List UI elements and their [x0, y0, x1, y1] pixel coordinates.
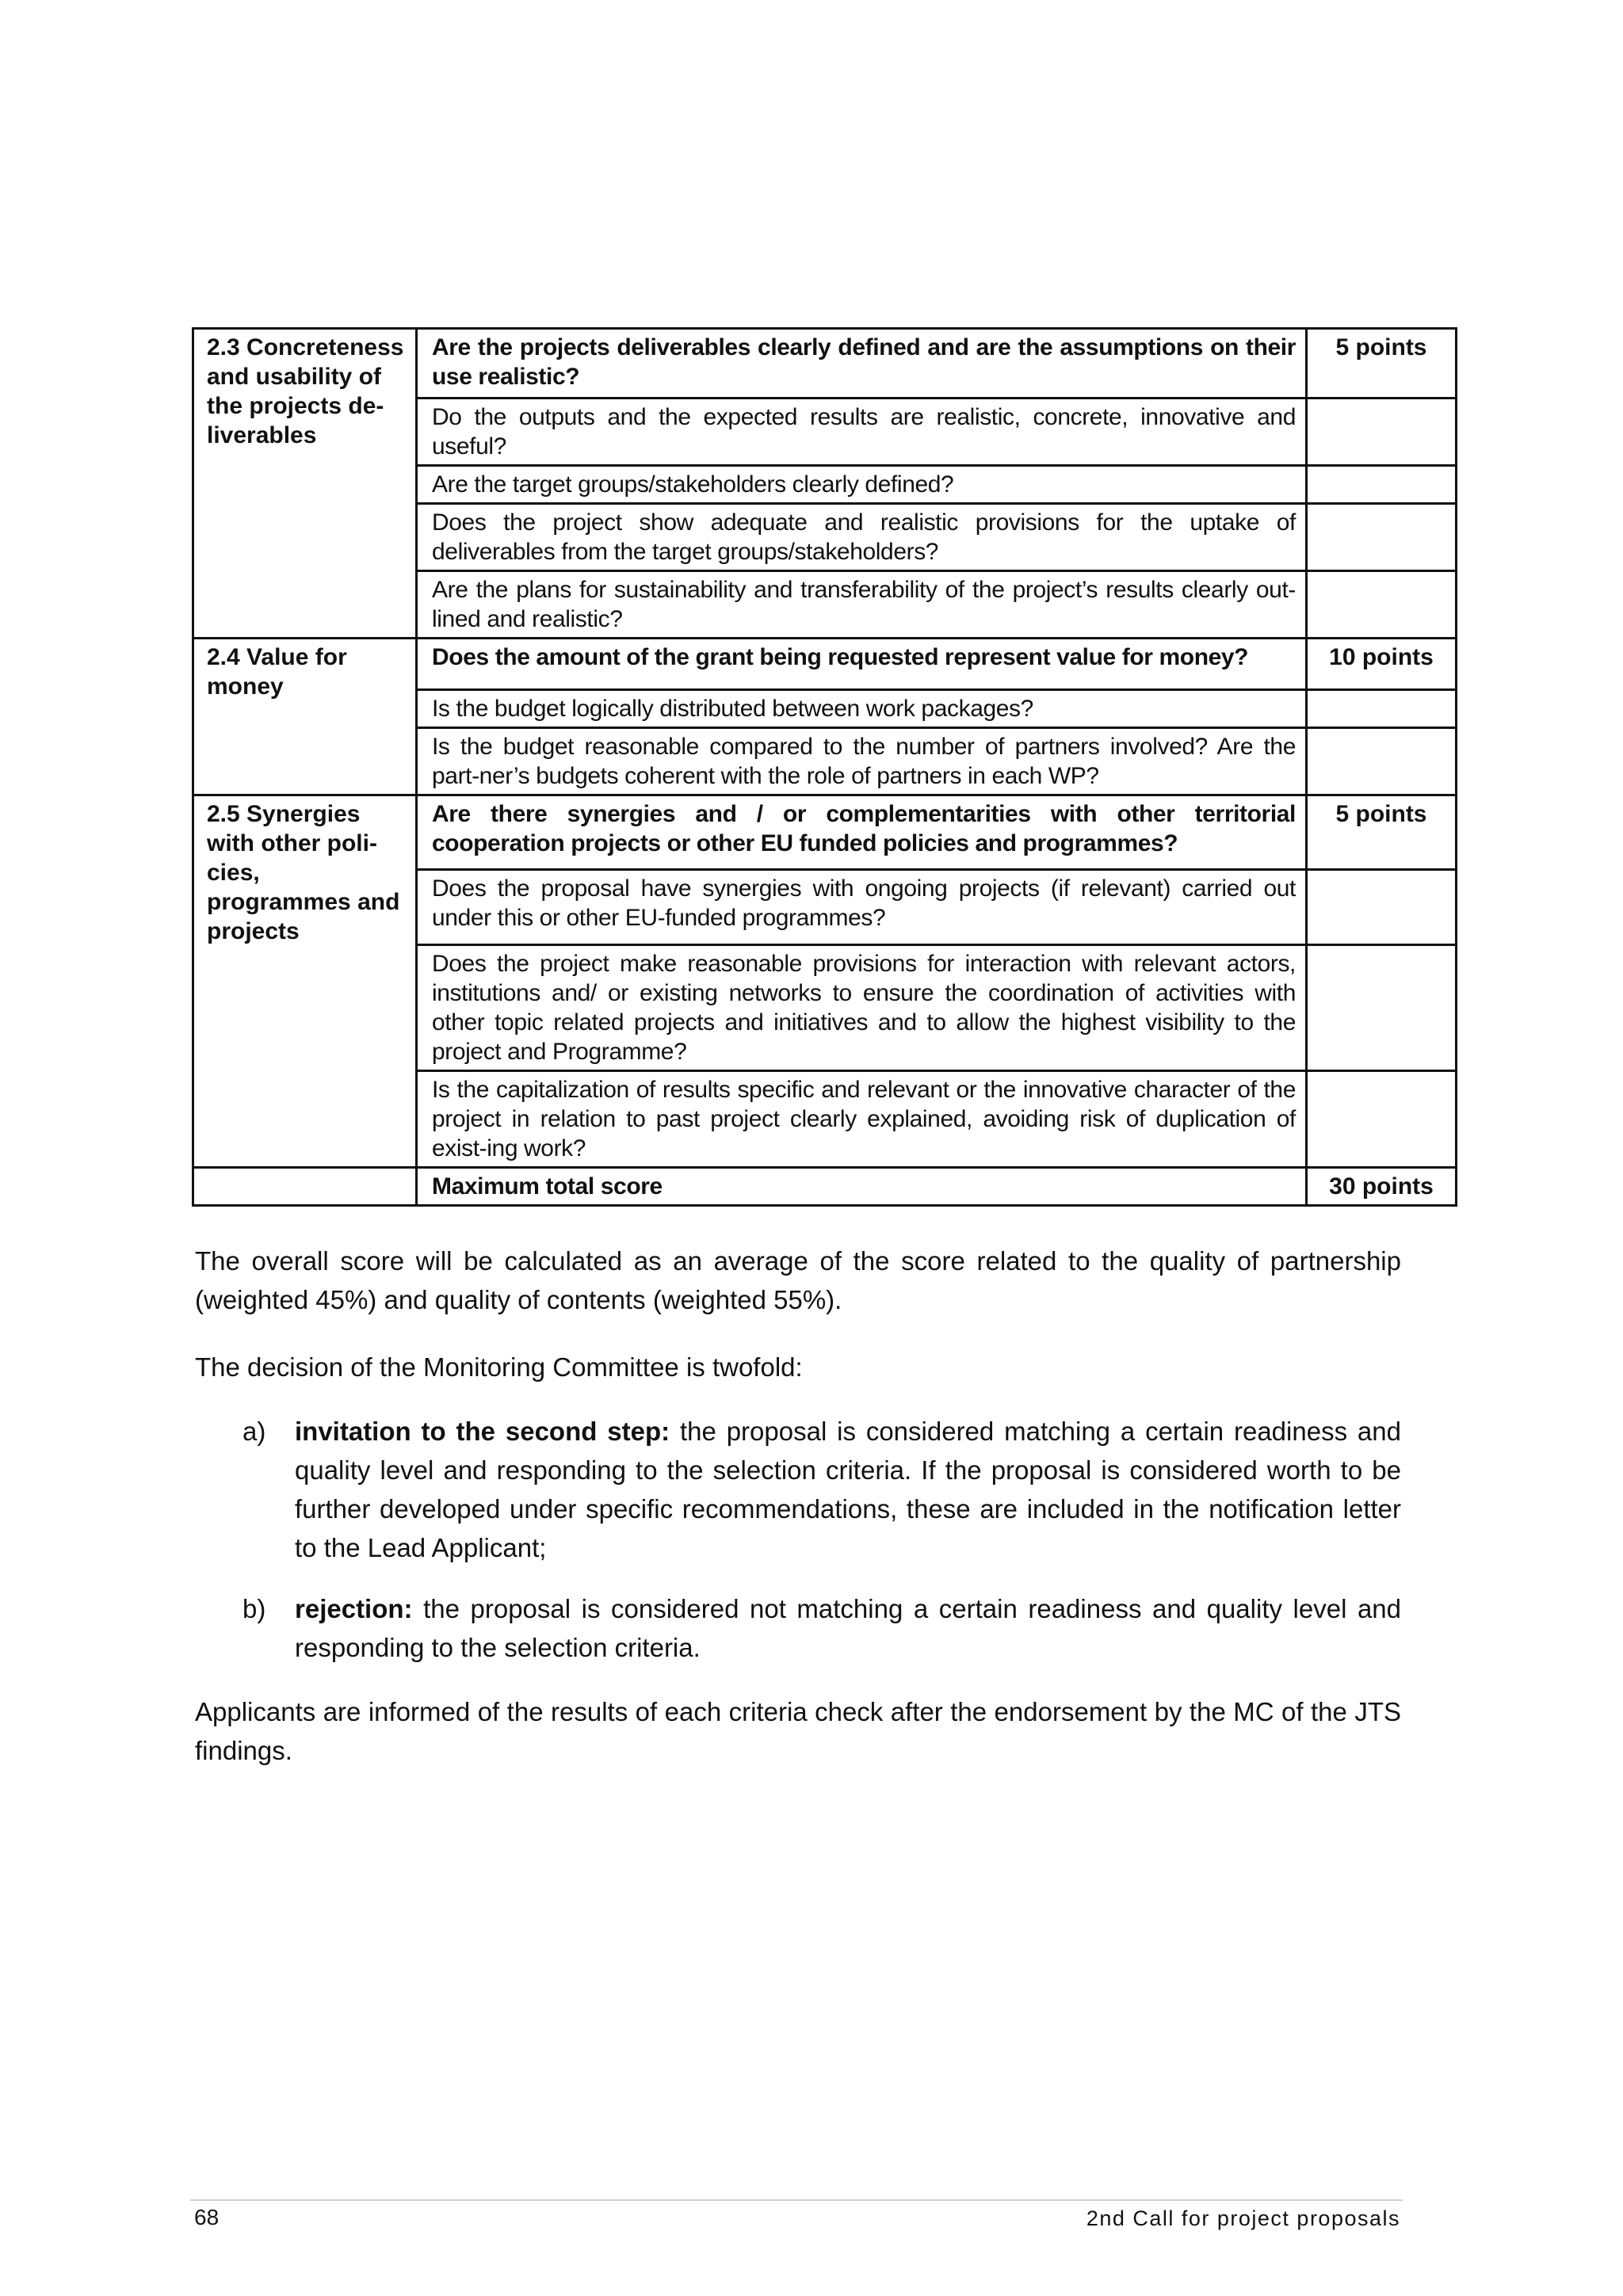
points-cell [1307, 1071, 1457, 1168]
question-cell: Do the outputs and the expected results are realistic, concrete, innovative and useful? [417, 399, 1307, 466]
table-row [193, 639, 1457, 690]
points-cell [1307, 466, 1457, 504]
question-cell: Are the plans for sustainability and transferability of the project’s results clearly out-lined and realistic? [417, 571, 1307, 639]
list-item-content [295, 1589, 1401, 1667]
question-cell: Are there synergies and / or complementarities with other territorial cooperation projects or other EU funded policies and programmes? [417, 795, 1307, 870]
question-cell: Is the capitalization of results specific and relevant or the innovative character of the project in relation to past project clearly explained, avoiding risk of duplication of exist-ing work? [417, 1071, 1307, 1168]
question-cell: Are the projects deliverables clearly defined and are the assumptions on their use realistic? [417, 329, 1307, 399]
applicants-paragraph: Applicants are informed of the results of each criteria check after the endorsement by the MC of the JTS findings. [195, 1697, 1401, 1765]
question-cell: Is the budget logically distributed between work packages? [417, 690, 1307, 728]
decision-paragraph: The decision of the Monitoring Committee is twofold: [195, 1352, 803, 1382]
table-row [193, 329, 1457, 399]
points-cell: 5 points [1307, 795, 1457, 870]
empty-cell [193, 1168, 417, 1206]
list-marker: a) [242, 1417, 266, 1446]
points-cell: 10 points [1307, 639, 1457, 690]
points-cell: 5 points [1307, 329, 1457, 399]
list-text: the proposal is considered matching a certain readiness and quality level and responding to the selection criteria. If the proposal is considered worth to be further developed under specific recommendations, these are included in the notification letter to the Lead Applicant; [295, 1417, 1401, 1562]
footer-document-title: 2nd Call for project proposals [1086, 2206, 1400, 2230]
footer-divider [190, 2199, 1403, 2201]
points-cell [1307, 690, 1457, 728]
question-cell: Does the proposal have synergies with ongoing projects (if relevant) carried out under this or other EU-funded programmes? [417, 870, 1307, 945]
question-cell: Is the budget reasonable compared to the number of partners involved? Are the part-ner’s budgets coherent with the role of partners in each WP? [417, 728, 1307, 795]
criterion-cell: 2.4 Value for money [193, 639, 417, 795]
question-cell: Does the amount of the grant being requested represent value for money? [417, 639, 1307, 690]
total-label: Maximum total score [417, 1168, 1307, 1206]
question-cell: Does the project show adequate and realistic provisions for the uptake of deliverables from the target groups/stakeholders? [417, 504, 1307, 571]
list-item [195, 1412, 1401, 1567]
question-cell: Are the target groups/stakeholders clearly defined? [417, 466, 1307, 504]
list-term: invitation to the second step: [295, 1417, 670, 1446]
question-cell: Does the project make reasonable provisions for interaction with relevant actors, institutions and/ or existing networks to ensure the coordination of activities with other topic related projects and initiatives and to allow the highest visibility to the project and Programme? [417, 945, 1307, 1071]
list-marker: b) [242, 1594, 266, 1623]
evaluation-criteria-table [192, 327, 1457, 1207]
points-cell [1307, 399, 1457, 466]
total-row [193, 1168, 1457, 1206]
list-term: rejection: [295, 1594, 413, 1623]
points-cell [1307, 504, 1457, 571]
total-points: 30 points [1307, 1168, 1457, 1206]
table-row [193, 795, 1457, 870]
points-cell [1307, 728, 1457, 795]
list-item-content [295, 1412, 1401, 1567]
points-cell [1307, 870, 1457, 945]
points-cell [1307, 571, 1457, 639]
criterion-cell: 2.5 Synergies with other poli-cies, programmes and projects [193, 795, 417, 1168]
criterion-cell: 2.3 Concreteness and usability of the projects de-liverables [193, 329, 417, 639]
list-text: the proposal is considered not matching a certain readiness and quality level and responding to the selection criteria. [295, 1594, 1401, 1662]
list-item [195, 1589, 1401, 1667]
points-cell [1307, 945, 1457, 1071]
overall-score-paragraph: The overall score will be calculated as an average of the score related to the quality of partnership (weighted 45%) and quality of contents (weighted 55%). [195, 1246, 1401, 1314]
page-number: 68 [194, 2205, 220, 2229]
